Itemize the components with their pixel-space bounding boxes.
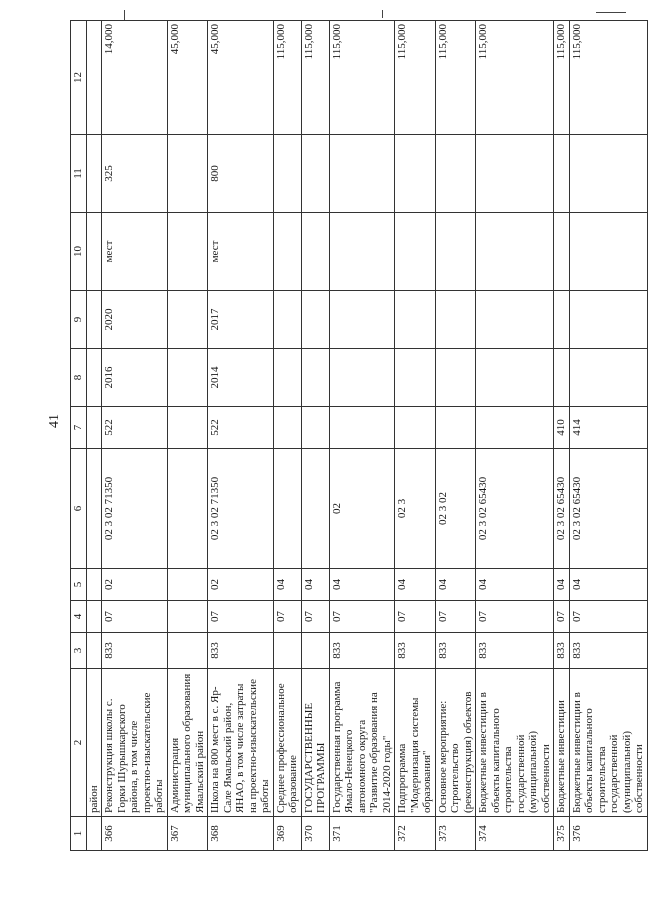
cell-expense-type	[395, 407, 436, 449]
cell-unit	[301, 213, 329, 291]
cell-unit	[273, 213, 301, 291]
cell-expense-type	[329, 407, 395, 449]
row-name: Государственная программа Ямало-Ненецкого автономного округа "Развитие образования на 2014-2020 годы"	[329, 669, 395, 817]
cell-code: 833	[435, 633, 476, 669]
cell-expense-type: 414	[569, 407, 647, 449]
row-number: 371	[329, 817, 395, 851]
cell-amount: 45,000	[208, 21, 274, 135]
column-header: 6	[71, 449, 87, 569]
cell-section: 07	[395, 601, 436, 633]
row-name: Среднее профессиональное образование	[273, 669, 301, 817]
page-number: 41	[47, 414, 62, 428]
scan-mark	[382, 10, 383, 18]
cell-target-item: 02 3 02 71350	[208, 449, 274, 569]
table-row	[569, 21, 647, 851]
row-name: Школа на 800 мест в с. Яр-Сале Ямальский район, ЯНАО, в том числе затраты на проектно-изыскательские работы	[208, 669, 274, 817]
cell-code: 833	[476, 633, 554, 669]
cell-end-year: 2017	[208, 291, 274, 349]
column-header: 3	[71, 633, 87, 669]
cell-subsection	[167, 569, 208, 601]
cell-amount: 45,000	[167, 21, 208, 135]
cell-unit	[167, 213, 208, 291]
cell-target-item: 02 3	[395, 449, 436, 569]
column-header: 7	[71, 407, 87, 449]
row-number: 368	[208, 817, 274, 851]
cell-start-year	[435, 349, 476, 407]
cell-expense-type	[273, 407, 301, 449]
row-number: 375	[554, 817, 570, 851]
row-number: 373	[435, 817, 476, 851]
cell-end-year	[167, 291, 208, 349]
row-name: Основное мероприятие: Строительство (реконструкция) объектов	[435, 669, 476, 817]
cell-code	[301, 633, 329, 669]
cell-amount: 115,000	[273, 21, 301, 135]
table-row	[554, 21, 570, 851]
column-header: 1	[71, 817, 87, 851]
column-header: 10	[71, 213, 87, 291]
cell-code: 833	[329, 633, 395, 669]
row-number: 366	[102, 817, 168, 851]
cell-target-item: 02 3 02 65430	[569, 449, 647, 569]
cell-start-year	[301, 349, 329, 407]
row-number: 376	[569, 817, 647, 851]
row-name: Бюджетные инвестиции	[554, 669, 570, 817]
cell-capacity	[476, 135, 554, 213]
column-header: 2	[71, 669, 87, 817]
cell-amount: 115,000	[395, 21, 436, 135]
continuation-text: район	[86, 669, 102, 817]
cell-subsection: 04	[329, 569, 395, 601]
cell-amount: 115,000	[554, 21, 570, 135]
cell-expense-type: 522	[102, 407, 168, 449]
cell-section: 07	[569, 601, 647, 633]
cell-expense-type	[476, 407, 554, 449]
cell-section: 07	[273, 601, 301, 633]
table-row	[102, 21, 168, 851]
cell-capacity	[435, 135, 476, 213]
cell-code: 833	[102, 633, 168, 669]
cell-unit	[569, 213, 647, 291]
row-name: Подпрограмма "Модернизация системы образования"	[395, 669, 436, 817]
cell-unit	[476, 213, 554, 291]
cell-subsection: 04	[476, 569, 554, 601]
cell-capacity	[395, 135, 436, 213]
cell-subsection: 04	[273, 569, 301, 601]
budget-table	[70, 20, 648, 851]
cell-subsection: 04	[569, 569, 647, 601]
cell-subsection: 02	[208, 569, 274, 601]
cell-unit	[435, 213, 476, 291]
cell-end-year	[554, 291, 570, 349]
cell-end-year	[301, 291, 329, 349]
column-header: 12	[71, 21, 87, 135]
cell-section: 07	[208, 601, 274, 633]
cell-capacity	[329, 135, 395, 213]
cell-subsection: 04	[301, 569, 329, 601]
cell-code	[167, 633, 208, 669]
cell-section: 07	[476, 601, 554, 633]
cell-expense-type: 522	[208, 407, 274, 449]
table-row	[435, 21, 476, 851]
cell-capacity: 800	[208, 135, 274, 213]
cell-expense-type	[435, 407, 476, 449]
cell-start-year	[329, 349, 395, 407]
cell-section: 07	[301, 601, 329, 633]
cell-expense-type	[301, 407, 329, 449]
column-header: 4	[71, 601, 87, 633]
cell-amount: 115,000	[435, 21, 476, 135]
row-number: 370	[301, 817, 329, 851]
cell-subsection: 04	[554, 569, 570, 601]
cell-capacity: 325	[102, 135, 168, 213]
cell-capacity	[273, 135, 301, 213]
cell-amount: 115,000	[301, 21, 329, 135]
cell-target-item: 02 3 02	[435, 449, 476, 569]
cell-start-year	[395, 349, 436, 407]
cell-subsection: 04	[435, 569, 476, 601]
table-row	[395, 21, 436, 851]
cell-start-year	[167, 349, 208, 407]
header-row	[71, 21, 87, 851]
cell-subsection: 02	[102, 569, 168, 601]
cell-code: 833	[554, 633, 570, 669]
table-row	[329, 21, 395, 851]
cell-unit: мест	[102, 213, 168, 291]
cell-start-year: 2014	[208, 349, 274, 407]
cell-section: 07	[329, 601, 395, 633]
table-row	[476, 21, 554, 851]
cell-capacity	[301, 135, 329, 213]
scan-mark	[596, 12, 626, 13]
cell-section	[167, 601, 208, 633]
column-header: 8	[71, 349, 87, 407]
cell-end-year	[329, 291, 395, 349]
cell-code: 833	[208, 633, 274, 669]
cell-capacity	[167, 135, 208, 213]
cell-start-year	[273, 349, 301, 407]
cell-amount: 14,000	[102, 21, 168, 135]
cell-section: 07	[554, 601, 570, 633]
cell-section: 07	[102, 601, 168, 633]
cell-expense-type: 410	[554, 407, 570, 449]
cell-unit	[554, 213, 570, 291]
table-row	[301, 21, 329, 851]
cell-start-year	[554, 349, 570, 407]
cell-end-year	[395, 291, 436, 349]
table-row	[167, 21, 208, 851]
cell-target-item: 02 3 02 65430	[476, 449, 554, 569]
cell-expense-type	[167, 407, 208, 449]
budget-table-rotated	[70, 21, 645, 851]
continuation-row	[86, 21, 102, 851]
row-name: ГОСУДАРСТВЕННЫЕ ПРОГРАММЫ	[301, 669, 329, 817]
cell-amount: 115,000	[329, 21, 395, 135]
cell-amount: 115,000	[476, 21, 554, 135]
row-number: 369	[273, 817, 301, 851]
column-header: 11	[71, 135, 87, 213]
cell-end-year	[273, 291, 301, 349]
cell-amount: 115,000	[569, 21, 647, 135]
cell-start-year	[476, 349, 554, 407]
column-header: 5	[71, 569, 87, 601]
row-number: 372	[395, 817, 436, 851]
cell-end-year	[569, 291, 647, 349]
cell-end-year	[476, 291, 554, 349]
cell-target-item: 02 3 02 71350	[102, 449, 168, 569]
cell-unit	[395, 213, 436, 291]
row-name: Бюджетные инвестиции в объекты капитального строительства государственной (муниципальной) собственности	[569, 669, 647, 817]
cell-target-item: 02 3 02 65430	[554, 449, 570, 569]
row-name: Администрация муниципального образования Ямальский район	[167, 669, 208, 817]
cell-capacity	[554, 135, 570, 213]
cell-target-item	[273, 449, 301, 569]
cell-end-year: 2020	[102, 291, 168, 349]
column-header: 9	[71, 291, 87, 349]
row-number: 367	[167, 817, 208, 851]
cell-target-item: 02	[329, 449, 395, 569]
row-number: 374	[476, 817, 554, 851]
cell-target-item	[167, 449, 208, 569]
cell-unit	[329, 213, 395, 291]
row-name: Бюджетные инвестиции в объекты капитального строительства государственной (муниципальной) собственности	[476, 669, 554, 817]
cell-start-year: 2016	[102, 349, 168, 407]
row-name: Реконструкция школы с. Горки Шурышкарского района, в том числе проектно-изыскательские работы	[102, 669, 168, 817]
cell-capacity	[569, 135, 647, 213]
cell-unit: мест	[208, 213, 274, 291]
cell-section: 07	[435, 601, 476, 633]
cell-start-year	[569, 349, 647, 407]
scan-mark	[124, 10, 125, 20]
cell-code: 833	[395, 633, 436, 669]
cell-code: 833	[569, 633, 647, 669]
cell-end-year	[435, 291, 476, 349]
cell-code	[273, 633, 301, 669]
table-row	[208, 21, 274, 851]
table-row	[273, 21, 301, 851]
table-body	[86, 21, 647, 851]
cell-subsection: 04	[395, 569, 436, 601]
cell-target-item	[301, 449, 329, 569]
